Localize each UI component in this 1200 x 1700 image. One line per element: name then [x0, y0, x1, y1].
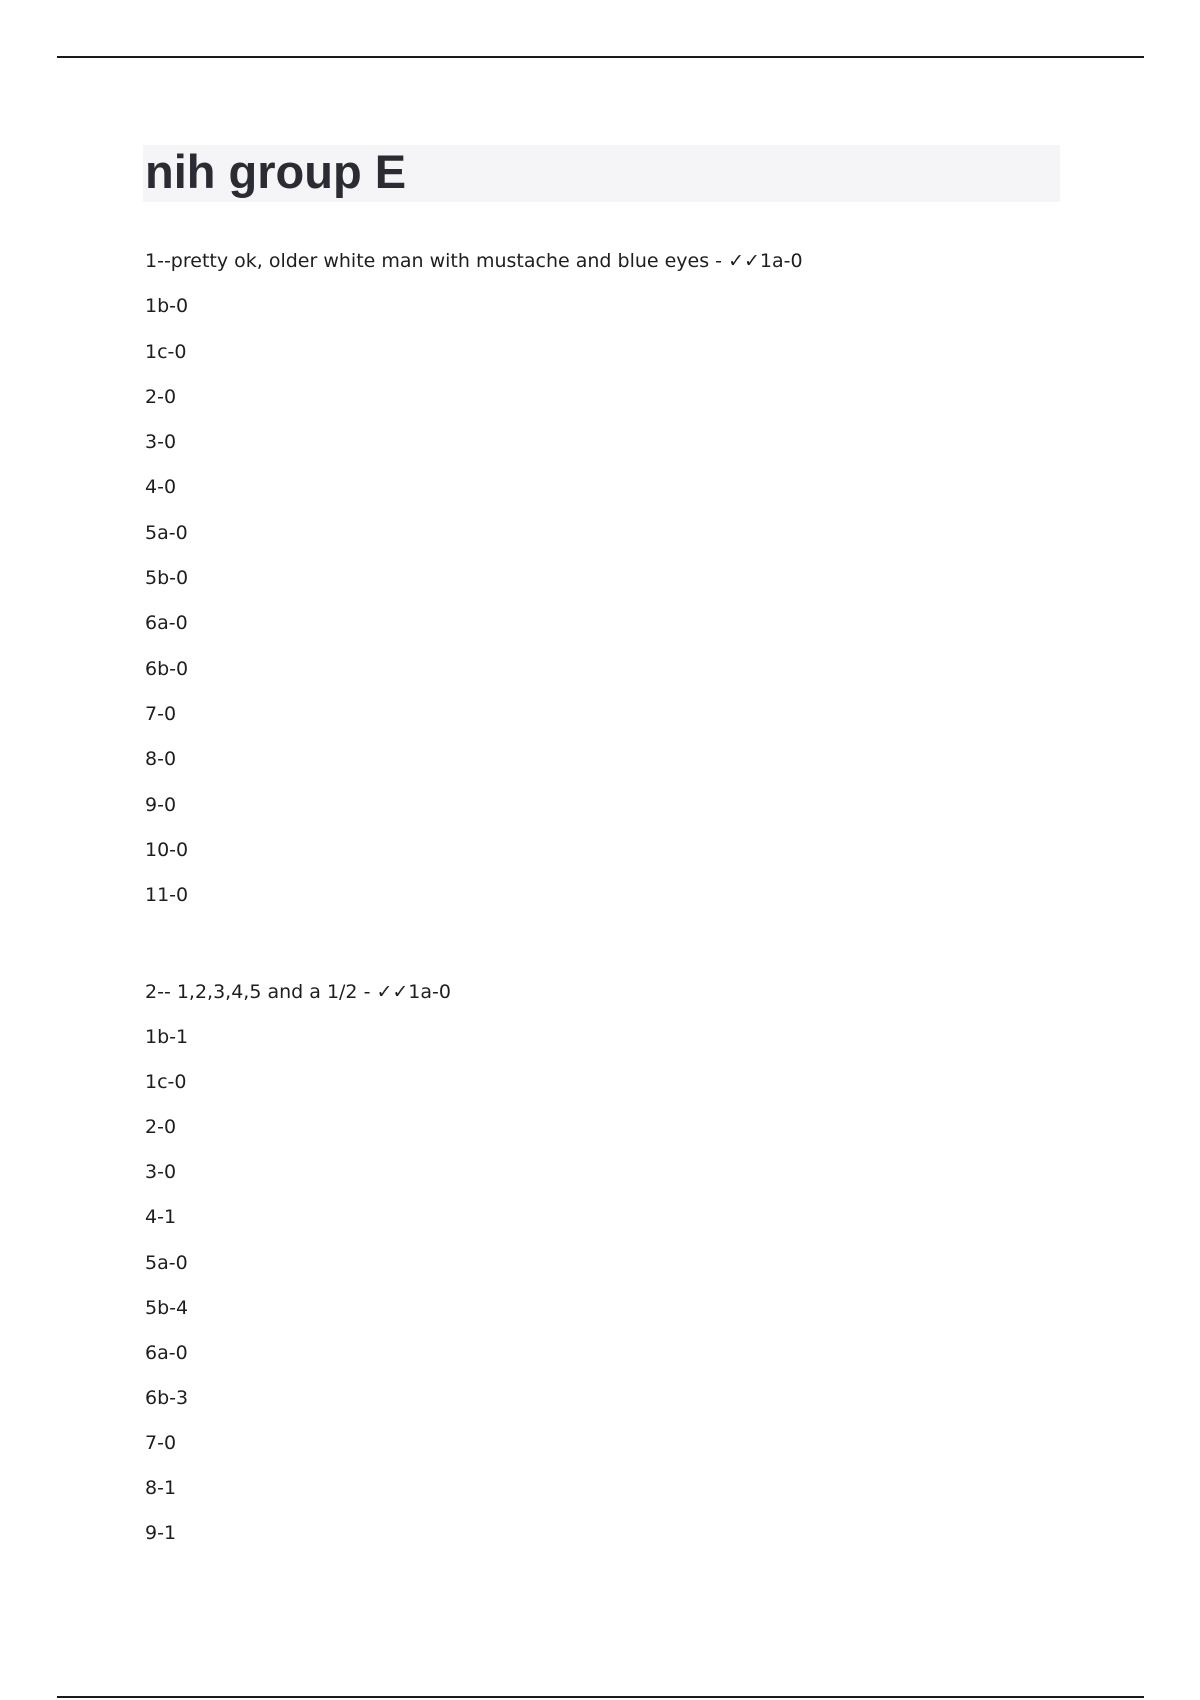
score-line: 2-0	[145, 1116, 177, 1139]
score-line: 1b-1	[145, 1026, 189, 1049]
page-top-rule	[57, 56, 1144, 58]
question-line: 2-- 1,2,3,4,5 and a 1/2 - ✓✓1a-0	[145, 981, 451, 1003]
score-line: 6b-3	[145, 1386, 189, 1409]
score-line: 5a-0	[145, 521, 188, 544]
score-line: 7-0	[145, 702, 177, 725]
score-line: 3-0	[145, 1161, 177, 1184]
question-line: 1--pretty ok, older white man with mustache and blue eyes - ✓✓1a-0	[145, 250, 803, 272]
score-line: 6b-0	[145, 657, 189, 680]
score-line: 1c-0	[145, 1071, 187, 1094]
document-title: nih group E	[145, 145, 407, 198]
score-line: 8-1	[145, 1477, 177, 1500]
score-line: 1b-0	[145, 295, 189, 318]
score-line: 2-0	[145, 385, 177, 408]
score-line: 9-1	[145, 1522, 177, 1545]
score-line: 10-0	[145, 838, 189, 861]
score-line: 9-0	[145, 793, 177, 816]
score-line: 1c-0	[145, 340, 187, 363]
score-line: 3-0	[145, 431, 177, 454]
score-line: 7-0	[145, 1431, 177, 1454]
score-line: 5a-0	[145, 1251, 188, 1274]
score-line: 6a-0	[145, 612, 188, 635]
score-line: 4-0	[145, 476, 177, 499]
score-line: 11-0	[145, 884, 189, 907]
page-bottom-rule	[57, 1696, 1144, 1698]
question-block-2	[145, 975, 1045, 1561]
score-line: 4-1	[145, 1206, 177, 1229]
score-line: 5b-0	[145, 567, 189, 590]
score-line: 8-0	[145, 748, 177, 771]
score-line: 5b-4	[145, 1296, 189, 1319]
question-block-1	[145, 244, 1045, 923]
score-line: 6a-0	[145, 1341, 188, 1364]
